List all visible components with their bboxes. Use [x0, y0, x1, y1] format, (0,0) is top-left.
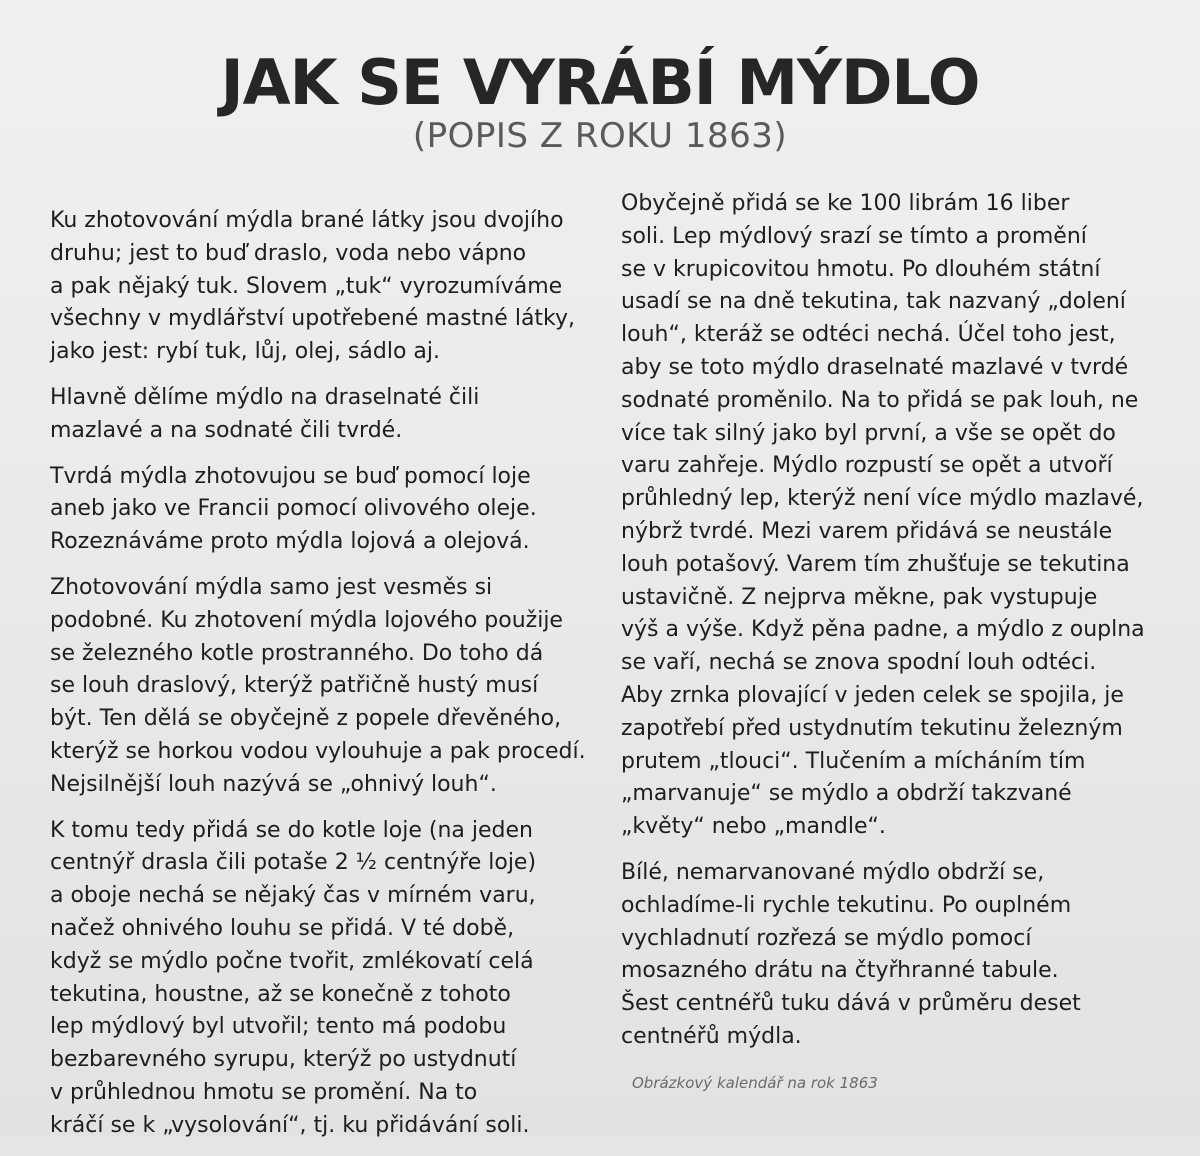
text-line: „květy“ nebo „mandle“.	[621, 814, 886, 840]
text-line: soli. Lep mýdlový srazí se tímto a promění	[621, 223, 1087, 249]
text-line: Šest centnéřů tuku dává v průměru deset	[621, 991, 1081, 1017]
text-line: všechny v mydlářství upotřebené mastné látky,	[50, 306, 576, 332]
left-text-column	[50, 205, 610, 1156]
paragraph	[50, 572, 610, 802]
text-line: Ku zhotovování mýdla brané látky jsou dvojího	[50, 208, 564, 233]
text-line: více tak silný jako byl první, a vše se opět do	[621, 420, 1116, 446]
text-line: nýbrž tvrdé. Mezi varem přidává se neustále	[621, 518, 1113, 544]
text-line: vychladnutí rozřezá se mýdlo pomocí	[621, 925, 1032, 951]
text-line: jako jest: rybí tuk, lůj, olej, sádlo aj.	[50, 339, 440, 365]
text-line: bezbarevného syrupu, kterýž po ustydnutí	[50, 1047, 517, 1073]
text-line: aneb jako ve Francii pomocí olivového oleje.	[50, 496, 537, 522]
paragraph	[50, 815, 610, 1143]
text-line: Obyčejně přidá se ke 100 librám 16 liber	[621, 191, 1070, 216]
text-line: Nejsilnější louh nazývá se „ohnivý louh“.	[50, 771, 497, 797]
text-line: druhu; jest to buď draslo, voda nebo vápno	[50, 240, 527, 266]
text-line: mosazného drátu na čtyřhranné tabule.	[621, 958, 1059, 984]
text-line: kráčí se k „vysolování“, tj. ku přidávání soli.	[50, 1112, 530, 1138]
text-line: sodnaté proměnilo. Na to přidá se pak louh, ne	[621, 387, 1139, 413]
text-line: Rozeznáváme proto mýdla lojová a olejová.	[50, 529, 530, 555]
text-line: být. Ten dělá se obyčejně z popele dřevěného,	[50, 706, 562, 732]
text-line: když se mýdlo počne tvořit, zmlékovatí celá	[50, 948, 534, 974]
text-line: Bílé, nemarvanované mýdlo obdrží se,	[621, 859, 1045, 885]
text-line: centnéřů mýdla.	[621, 1023, 802, 1049]
text-line: se v krupicovitou hmotu. Po dlouhém státní	[621, 256, 1101, 282]
text-line: Zhotovování mýdla samo jest vesměs si	[50, 574, 493, 600]
text-line: podobné. Ku zhotovení mýdla lojového použije	[50, 607, 563, 633]
text-line: průhledný lep, kterýž není více mýdlo mazlavé,	[621, 486, 1144, 512]
text-line: zapotřebí před ustydnutím tekutinu železným	[621, 715, 1123, 741]
text-line: tekutina, houstne, až se konečně z tohoto	[50, 981, 511, 1007]
text-line: se louh draslový, kterýž patřičně hustý musí	[50, 673, 539, 699]
text-line: načež ohnivého louhu se přidá. V té době,	[50, 915, 515, 941]
paragraph	[50, 205, 610, 369]
text-line: Aby zrnka plovající v jeden celek se spojila, je	[621, 682, 1124, 708]
paragraph	[50, 461, 610, 559]
text-line: mazlavé a na sodnaté čili tvrdé.	[50, 417, 403, 443]
text-line: varu zahřeje. Mýdlo rozpustí se opět a utvoří	[621, 453, 1113, 479]
text-line: centnýř drasla čili potaše 2 ½ centnýře loje)	[50, 850, 537, 876]
text-line: louh potašový. Varem tím zhušťuje se tekutina	[621, 551, 1130, 577]
text-line: výš a výše. Když pěna padne, a mýdlo z ouplna	[621, 617, 1145, 643]
text-line: ustavičně. Z nejprva měkne, pak vystupuje	[621, 584, 1098, 610]
text-line: usadí se na dně tekutina, tak nazvaný „dolení	[621, 289, 1126, 315]
text-line: se železného kotle prostranného. Do toho dá	[50, 640, 544, 666]
paragraph	[621, 857, 1181, 1054]
text-line: louh“, kteráž se odtéci nechá. Účel toho jest,	[621, 322, 1116, 348]
paragraph	[50, 382, 610, 448]
text-line: prutem „tlouci“. Tlučením a mícháním tím	[621, 748, 1086, 774]
source-caption: Obrázkový kalendář na rok 1863	[632, 1074, 878, 1092]
text-line: „marvanuje“ se mýdlo a obdrží takzvané	[621, 781, 1072, 807]
text-line: kterýž se horkou vodou vylouhuje a pak procedí.	[50, 738, 586, 764]
text-line: Hlavně dělíme mýdlo na draselnaté čili	[50, 384, 480, 410]
text-line: ochladíme-li rychle tekutinu. Po ouplném	[621, 892, 1072, 918]
page-title: JAK SE VYRÁBÍ MÝDLO	[220, 46, 980, 119]
paragraph	[621, 188, 1181, 844]
text-line: Tvrdá mýdla zhotovujou se buď pomocí loje	[50, 463, 531, 489]
page-subtitle: (POPIS Z ROKU 1863)	[412, 116, 788, 156]
text-line: v průhlednou hmotu se promění. Na to	[50, 1079, 478, 1105]
right-text-column	[621, 188, 1181, 1067]
text-line: K tomu tedy přidá se do kotle loje (na jeden	[50, 817, 533, 843]
text-line: a oboje nechá se nějaký čas v mírném varu,	[50, 883, 536, 909]
text-line: a pak nějaký tuk. Slovem „tuk“ vyrozumíváme	[50, 273, 563, 299]
text-line: lep mýdlový byl utvořil; tento má podobu	[50, 1014, 507, 1040]
text-line: se vaří, nechá se znova spodní louh odtéci.	[621, 650, 1097, 676]
text-line: aby se toto mýdlo draselnaté mazlavé v tvrdé	[621, 354, 1129, 380]
